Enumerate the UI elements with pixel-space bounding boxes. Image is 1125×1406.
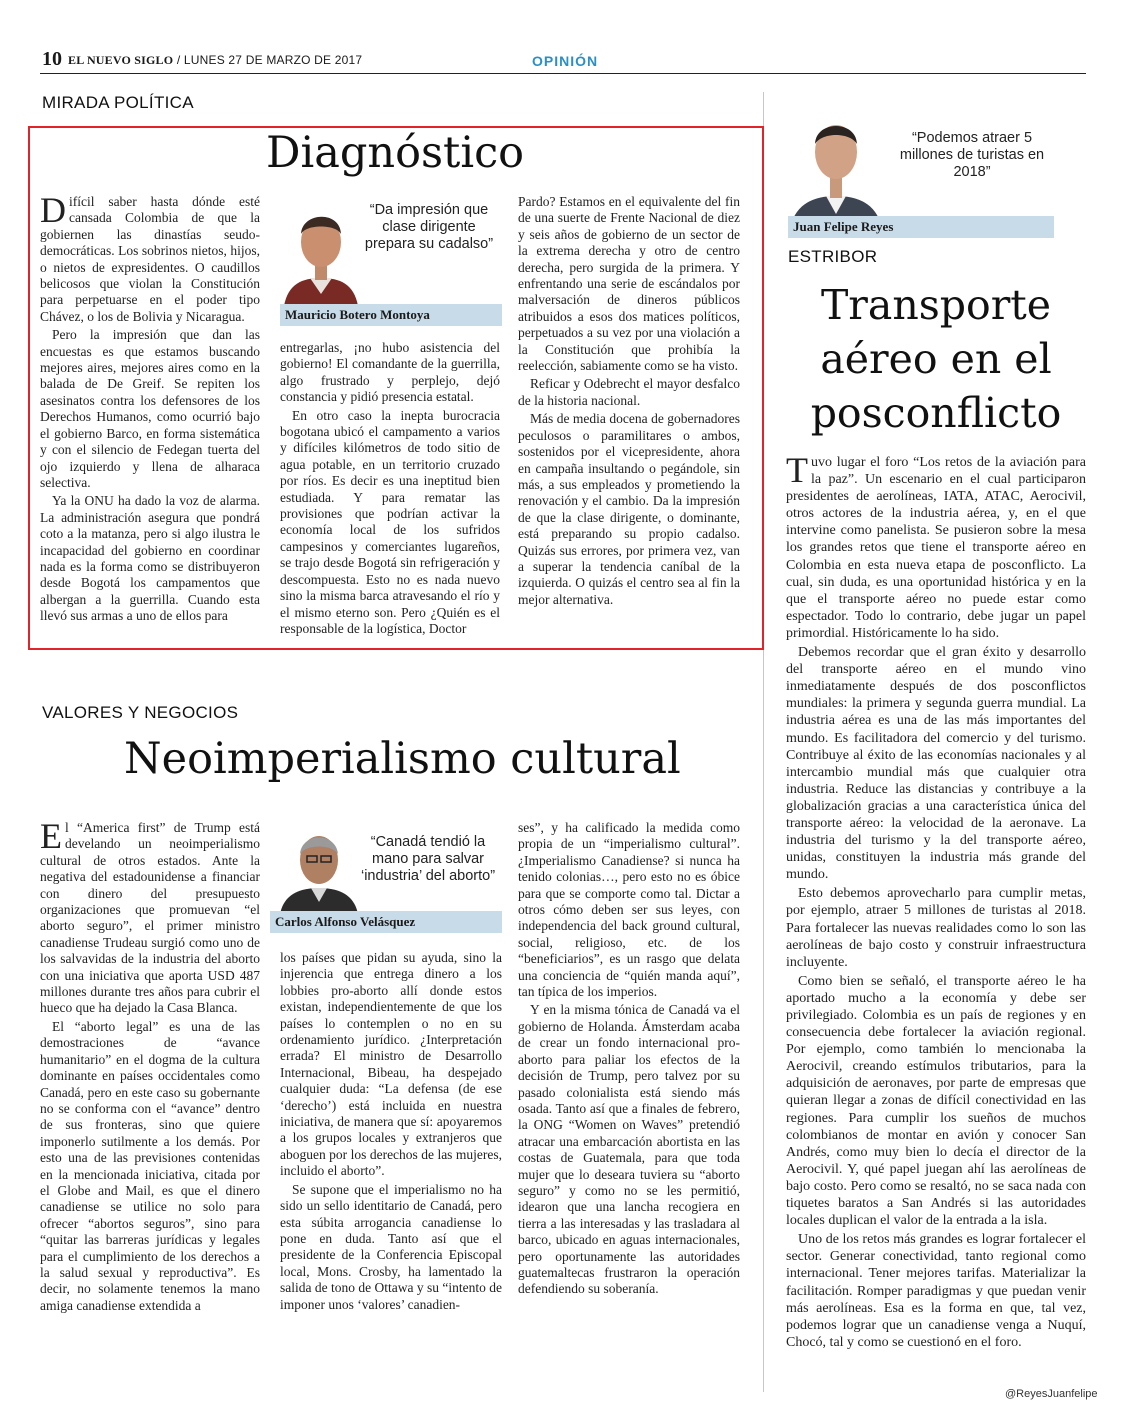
article1-kicker: MIRADA POLÍTICA: [42, 93, 194, 112]
paragraph: ifícil saber hasta dónde esté cansada Colombia de que la gobiernen las dinastías seudo-democráticas. Los sobrinos nietos, hijos, o nietos de expresidentes. O caudillos belicosos que violan la Constitución para perpetuarse en el poder tipo Chávez, o los de Bolivia y Nicaragua.: [40, 194, 260, 324]
article3-title: [788, 278, 1084, 440]
article1-column-3: [518, 194, 740, 610]
paper-name: EL NUEVO SIGLO: [68, 53, 174, 67]
dropcap: E: [40, 816, 62, 856]
article2-column-3: [518, 820, 740, 1300]
title-line: posconflicto: [810, 389, 1062, 437]
article1-title: Diagnóstico: [266, 128, 525, 178]
paragraph: Reficar y Odebrecht el mayor desfalco de la historia nacional.: [518, 376, 740, 408]
paragraph: los países que pidan su ayuda, sino la injerencia que entrega dinero a los lobbies pro-aborto allí donde estos existan, independientemente de que los países lo contemplen o no en su ordenamiento jurídico. ¿Interpretación errada? El ministro de Desarrollo Internacional, Bibeau, ha despejado cualquier duda: “La defensa (de ese ‘derecho’) está incluida en nuestra iniciativa, de manera que sí: apoyaremos a los grupos locales y extranjeros que aboguen por los derechos de las mujeres, incluido el aborto”.: [280, 950, 502, 1179]
author-photo: [280, 194, 362, 306]
article1-author-box: [280, 194, 502, 324]
paragraph: Pero la impresión que dan las encuestas es que estamos buscando mejores aires, mejores aires como en la balada de De Greif. Se repiten los asesinatos contra los defensores de los Derechos Humanos, como ocurrió bajo el gobierno Barco, en forma sistemática y con el silencio de Fedegan tuerta del ojo izquierdo y llena de alharaca selectiva.: [40, 327, 260, 490]
pull-quote: “Canadá tendió la mano para salvar ‘industria’ del aborto”: [360, 834, 496, 884]
paragraph: El “aborto legal” es una de las demostraciones de “avance humanitario” en el dogma de la cultura dominante en países occidentales como Canadá, pero en este caso su gobernante no se conforma con el “avance” dentro de sus fronteras, sino que quiere imponerlo sutilmente a los demás. Por esto una de las previsiones contenidas en la mencionada iniciativa, citada por el Globe and Mail, es que el dinero canadiense se utilice no solo para ofrecer “abortos seguros”, sino para “quitar las barreras jurídicas y legales para el cumplimiento de los derechos a la salud sexual y reproductiva”. Es decir, no solamente tenemos la mano amiga canadiense extendida a: [40, 1018, 260, 1313]
article1-column-1: [40, 190, 260, 627]
article3-kicker: ESTRIBOR: [788, 247, 878, 266]
title-line: aéreo en el: [820, 335, 1052, 383]
paragraph: Ya la ONU ha dado la voz de alarma. La administración asegura que pondrá coto a la matanza, pero si algo ilustra le incapacidad del gobierno en coordinar nada es la forma como se distribuyeron desde Bogotá los campamentos que albergan a la guerrilla. Cuando esta llevó sus armas a uno de ellos para: [40, 493, 260, 624]
pull-quote: “Da impresión que clase dirigente prepara su cadalso”: [364, 202, 494, 252]
paragraph: Más de media docena de gobernadores peculosos o paramilitares o ambos, sostenidos por el vicepresidente, ahora en campaña insultando o pegándole, sin más, a sus empleados y prometiendo la renovación y el cambio. Da la impresión de que la clase dirigente, o dominante, está preparando su propio cadalso. Quizás sus errores, por primera vez, van a superar la tendencia caníbal de la izquierda. O quizás el centro sea al fin la mejor alternativa.: [518, 411, 740, 607]
article2-author-box: [270, 820, 502, 932]
issue-date: / LUNES 27 DE MARZO DE 2017: [176, 53, 363, 67]
paragraph: Pardo? Estamos en el equivalente del fin de una suerte de Frente Nacional de diez y seis años de gobierno de un sector de la extrema derecha y otro de centro derecha, pero surgida de la primera. Y enfrentando una serie de escándalos por malversación de dineros públicos atribuidos a esos dos matices políticos, perpetuados a su vez por una violación a la Constitución que prohibía la reelección, sabiamente como se ha visto.: [518, 194, 740, 374]
article2-title: Neoimperialismo cultural: [124, 734, 681, 784]
paragraph: Se supone que el imperialismo no ha sido un sello identitario de Canadá, pero esta súbita arrogancia canadiense lo pone en duda. Tanto así que el presidente de la Conferencia Episcopal local, Mons. Crosby, ha lamentado la salida de tono de Ottawa y su “intento de imponer unos ‘valores’ canadien-: [280, 1181, 502, 1312]
page-number: 10: [42, 48, 62, 70]
paragraph: uvo lugar el foro “Los retos de la aviación para la paz”. Un escenario en el cual participaron presidentes de aerolíneas, IATA, ATAC, Aerocivil, otros actores de la industria aérea, y, en el que intervine como panelista. Se pusieron sobre la mesa los grandes retos que tiene el transporte aéreo en Colombia en esta nueva etapa de posconflicto. La cual, sin duda, es una oportunidad histórica y en la que el transporte aéreo no puede estar como espectador. Todo lo contrario, debe jugar un papel primordial. Históricamente lo ha sido.: [786, 455, 1086, 641]
paragraph: l “America first” de Trump está develando un neoimperialismo cultural de otros estados. Ante la negativa del estadounidense a financiar con dinero del presupuesto organizaciones que promuevan “el aborto seguro”, el primer ministro canadiense Trudeau surgió como uno de los salvavidas de la industria del aborto con una iniciativa que aporta USD 487 millones durante tres años para cubrir el hueco que ha dejado la Casa Blanca.: [40, 820, 260, 1016]
paragraph: Como bien se señaló, el transporte aéreo le ha aportado mucho a la economía y debe ser privilegiado. Colombia es un país de regiones y en consecuencia debe fortalecer la aviación regional. Por ejemplo, como también lo mencionaba la Aerocivil, creando estímulos tributarios, para la adquisición de aeronaves, por parte de empresas que quieran llegar a zonas de difícil conectividad en las regiones. Para cumplir los sueños de muchos colombianos de montar en avión y conocer San Andrés, como muy bien lo decía el director de la Aerocivil. Y, qué papel juegan ahí las aerolíneas de bajo costo. Pero como se resaltó, no se saca nada con tiquetes baratos a San Andrés si las autoridades locales duplican el valor de la entrada a la isla.: [786, 973, 1086, 1229]
article3-author-box: [788, 100, 1088, 240]
article3-body: [786, 450, 1086, 1353]
masthead: [68, 53, 362, 68]
author-name: Carlos Alfonso Velásquez: [270, 911, 502, 933]
article1-column-2: [280, 340, 500, 639]
article2-column-2: [280, 950, 502, 1315]
article2-column-1: [40, 816, 260, 1316]
paragraph: Esto debemos aprovecharlo para cumplir metas, por ejemplo, atraer 5 millones de turistas al 2018. Para fortalecer las nuevas realidades como lo son las aerolíneas de bajo costo y construir infraestructura incluyente.: [786, 886, 1086, 970]
author-name: Juan Felipe Reyes: [788, 216, 1054, 238]
twitter-handle: @ReyesJuanfelipe: [1005, 1388, 1098, 1400]
paragraph: ses”, y ha calificado la medida como propia de un “imperialismo cultural”. ¿Imperialismo Canadiense? si nunca ha tenido colonias…, pero esto no es óbice para que se comporte como tal. Dictar a otros cómo deben ser sus leyes, con independencia del back ground cultural, social, religioso, etc. de los “beneficiarios”, es un rasgo que delata una conciencia de “quién manda aquí”, tan típica de los imperios.: [518, 820, 740, 1000]
header-rule: [40, 73, 1086, 74]
article2-kicker: VALORES Y NEGOCIOS: [42, 703, 239, 722]
author-photo: [788, 100, 884, 230]
dropcap: D: [40, 190, 66, 230]
section-name: OPINIÓN: [532, 53, 599, 69]
paragraph: entregarlas, ¡no hubo asistencia del gobierno! El comandante de la guerrilla, algo frustrado y perplejo, dejó constancia y pidió presencia estatal.: [280, 340, 500, 405]
title-line: Transporte: [820, 281, 1052, 329]
author-name: Mauricio Botero Montoya: [280, 304, 502, 326]
paragraph: En otro caso la inepta burocracia bogotana ubicó el campamento a varios y difíciles kilómetros de todo sitio de agua potable, en un territorio cruzado por ríos. Es decir es una ineptitud bien estudiada. Y para rematar las provisiones que podrían activar la economía local de los sufridos campesinos y comerciantes lugareños, se trajo desde Bogotá sin refrigeración y descompuesta. Esto no es nada nuevo sino la misma barca atravesando el río y el mismo eterno son. Pero ¿Quién es el responsable de la logística, Doctor: [280, 407, 500, 636]
paragraph: Y en la misma tónica de Canadá va el gobierno de Holanda. Ámsterdam acaba de crear un fondo internacional pro-aborto para paliar los efectos de la decisión de Trump, pero talvez por su pasado colonialista está siendo más osada. Tanto así que a finales de febrero, la ONG “Women on Waves” pretendió atracar una embarcación abortista en las costas de Guatemala, para que toda mujer que lo deseara tuviera su “aborto seguro” y como no se les permitió, idearon que una lancha recogiera en tierra a las interesadas y las trasladara al barco, ubicado en aguas internacionales, pero oportunamente las autoridades guatemaltecas frustraron la operación defendiendo su soberanía.: [518, 1002, 740, 1297]
author-photo: [278, 820, 360, 914]
paragraph: Uno de los retos más grandes es lograr fortalecer el sector. Generar conectividad, tanto regional como internacional. Tener mejores tarifas. Materializar la facilitación. Romper paradigmas y que puedan venir más aerolíneas. Esa es la forma en que, tal vez, podemos lograr que un canadiense venga a Nuquí, Chocó, tal y como se cuestionó en el foro.: [786, 1232, 1086, 1350]
pull-quote: “Podemos atraer 5 millones de turistas en 2018”: [899, 130, 1045, 180]
dropcap: T: [786, 450, 808, 490]
paragraph: Debemos recordar que el gran éxito y desarrollo del transporte aéreo en el mundo vino inmediatamente después de dos posconflictos mundiales: la primera y segunda guerra mundial. La industria aérea es una de las más importantes del mundo. Es facilitadora del comercio y del turismo. Contribuye al éxito de las economías nacionales y al intercambio mundial más que cualquier otra industria. Reduce las distancias y contribuye a la globalización gracias a una característica única del transporte aéreo: la velocidad de la aeronave. La industria del turismo y la del transporte aéreo, unidas, constituyen la industria más grande del mundo.: [786, 645, 1086, 883]
